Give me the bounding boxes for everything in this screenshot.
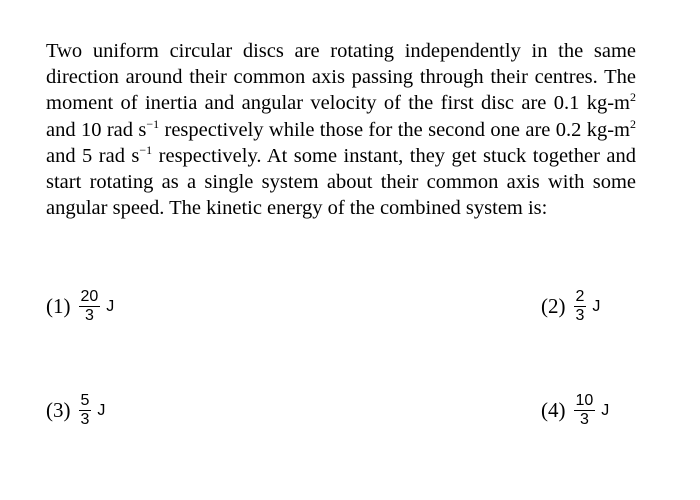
superscript-squared: 2: [630, 116, 636, 131]
denominator: 3: [84, 307, 94, 324]
unit: J: [106, 297, 115, 315]
superscript-squared: 2: [630, 90, 636, 105]
option-3[interactable]: [46, 392, 105, 429]
option-label: (4): [541, 398, 566, 422]
unit: J: [601, 401, 610, 419]
numerator: 2: [575, 288, 585, 305]
question-part-3: respectively while those for the second one are 0.2 kg-m: [159, 118, 630, 141]
question-part-5: respectively. At some instant, they get stuck together and start rotating as a single system about their common axis with some angular speed. The kinetic energy of the combined system is:: [46, 144, 636, 220]
superscript-inverse: −1: [139, 142, 153, 157]
option-label: (2): [541, 294, 566, 318]
option-4[interactable]: [541, 392, 609, 429]
option-2[interactable]: [541, 288, 600, 325]
option-label: (3): [46, 398, 71, 422]
fraction: [574, 288, 587, 325]
unit: J: [592, 297, 601, 315]
unit: J: [97, 401, 106, 419]
numerator: 20: [80, 288, 99, 305]
denominator: 3: [80, 411, 90, 428]
denominator: 3: [575, 307, 585, 324]
fraction: [574, 392, 596, 429]
question-text: [46, 38, 636, 221]
option-label: (1): [46, 294, 71, 318]
numerator: 5: [80, 392, 90, 409]
denominator: 3: [579, 411, 589, 428]
fraction: [79, 392, 92, 429]
fraction: [79, 288, 101, 325]
question-part-4: and 5 rad s: [46, 144, 140, 167]
numerator: 10: [575, 392, 594, 409]
option-1[interactable]: [46, 288, 114, 325]
superscript-inverse: −1: [146, 116, 160, 131]
question-part-1: Two uniform circular discs are rotating independently in the same direction around their common axis passing through their centres. The moment of inertia and angular velocity of the first disc are 0.1 kg-m: [46, 40, 636, 115]
question-part-2: and 10 rad s: [46, 118, 147, 141]
